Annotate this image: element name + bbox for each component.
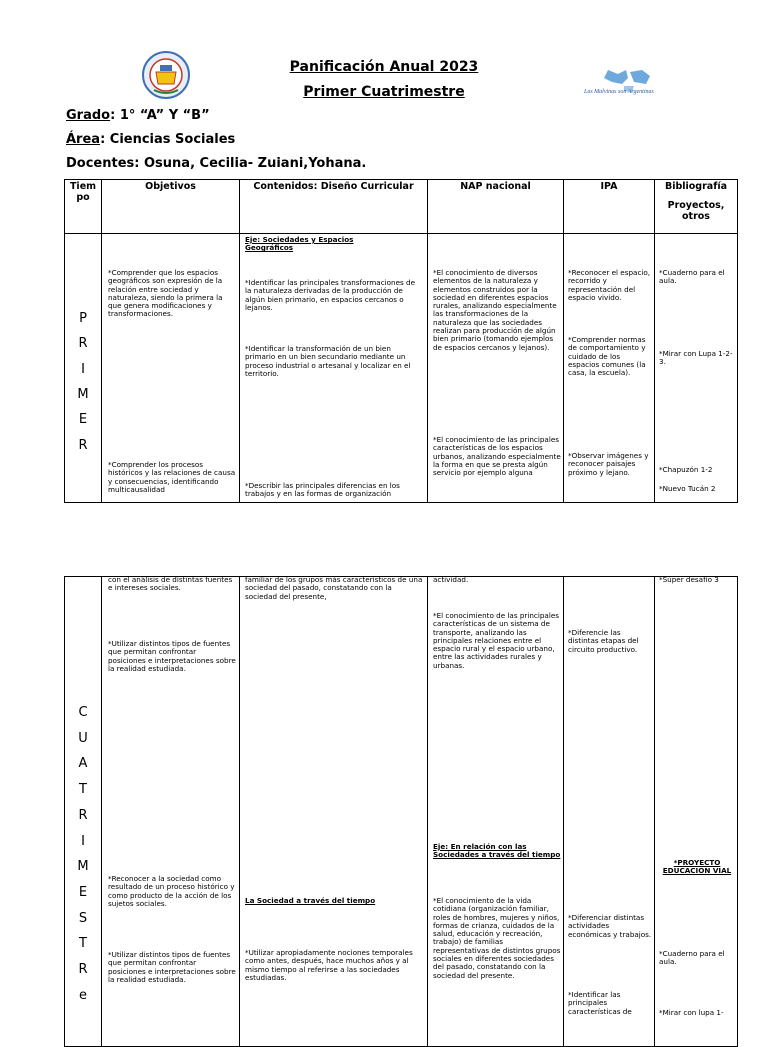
header-proyectos-label: Proyectos, otros bbox=[667, 200, 725, 222]
objetivos-cell bbox=[102, 234, 240, 503]
objetivos-cell bbox=[102, 577, 240, 1047]
area-value: : Ciencias Sociales bbox=[100, 132, 236, 147]
header-bibliografia bbox=[655, 180, 738, 234]
vertical-letter: R bbox=[78, 962, 88, 977]
bibliografia-text: *Mirar con Lupa 1-2-3. bbox=[659, 349, 733, 367]
nap-text: actividad. bbox=[433, 575, 469, 584]
nap-cell bbox=[428, 577, 564, 1047]
vertical-letter: e bbox=[79, 987, 87, 1003]
ipa-cell bbox=[564, 577, 655, 1047]
objetivo-text: *Utilizar distintos tipos de fuentes que permitan confrontar posiciones e interpretaciones sobre la realidad estudiada. bbox=[108, 639, 236, 673]
grado-value: : 1° “A” Y “B” bbox=[110, 108, 210, 123]
objetivo-text: con el análisis de distintas fuentes e intereses sociales. bbox=[108, 575, 233, 593]
bibliografia-cell bbox=[655, 234, 738, 503]
bibliografia-text: *Mirar con lupa 1- bbox=[659, 1008, 724, 1017]
planning-table-page2 bbox=[64, 576, 738, 1047]
ipa-text: *Diferenciar distintas actividades económicas y trabajos. bbox=[568, 913, 652, 939]
nap-text: *El conocimiento de las principales características de los espacios urbanos, analizando especialmente la forma en que se presta algún servicio por ejemplo alguna bbox=[433, 435, 561, 478]
nap-text: *El conocimiento de las principales características de un sistema de transporte, analizando las principales relaciones entre el espacio rural y el espacio urbano, entre las actividades rurales y urbanas. bbox=[433, 611, 559, 670]
header-ipa: IPA bbox=[564, 180, 655, 234]
vertical-letter: A bbox=[78, 756, 88, 772]
page-subtitle: Primer Cuatrimestre bbox=[303, 84, 465, 100]
tiempo-cell-primer bbox=[65, 234, 102, 503]
eje-heading: Eje: Sociedades y Espacios Geográficos bbox=[245, 235, 354, 253]
nap-text: *El conocimiento de la vida cotidiana (organización familiar, roles de hombres, mujeres y niños, formas de crianza, cuidados de la salud, educación y recreación, trabajo) de familias representativas de distintos grupos sociales en diferentes sociedades del pasado, constatando con la sociedad del presente. bbox=[433, 896, 561, 980]
area-line bbox=[66, 132, 235, 147]
vertical-letter: P bbox=[79, 311, 87, 326]
vertical-letter: I bbox=[81, 361, 85, 377]
bibliografia-text: *Nuevo Tucán 2 bbox=[659, 484, 716, 493]
page-title: Panificación Anual 2023 bbox=[289, 59, 479, 75]
contenidos-cell bbox=[240, 577, 428, 1047]
contenido-text: *Identificar la transformación de un bien primario en un bien secundario mediante un proceso industrial o artesanal y localizar en el territorio. bbox=[245, 344, 411, 378]
ipa-text: *Reconocer el espacio, recorrido y representación del espacio vivido. bbox=[568, 268, 651, 302]
ipa-text: *Comprender normas de comportamiento y cuidado de los espacios comunes (la casa, la escuela). bbox=[568, 335, 646, 378]
area-label: Área bbox=[66, 132, 101, 147]
ipa-text: *Identificar las principales características de bbox=[568, 990, 632, 1016]
vertical-letter: M bbox=[77, 386, 89, 402]
ipa-text: *Diferencie las distintas etapas del circuito productivo. bbox=[568, 628, 639, 654]
ipa-text: *Observar imágenes y reconocer paisajes próximo y lejano. bbox=[568, 451, 649, 477]
bibliografia-cell bbox=[655, 577, 738, 1047]
vertical-letter: E bbox=[78, 412, 88, 428]
docentes-line: Docentes: Osuna, Cecilia- Zuiani,Yohana. bbox=[66, 156, 367, 171]
planning-table-page1 bbox=[64, 179, 738, 503]
vertical-letter: C bbox=[78, 705, 88, 720]
tiempo-cell-cuatrimestre bbox=[65, 577, 102, 1047]
contenido-text: *Utilizar apropiadamente nociones temporales como antes, después, hace muchos años y al mismo tiempo al referirse a las sociedades estudiadas. bbox=[245, 948, 413, 982]
grado-label: Grado bbox=[66, 108, 111, 123]
vertical-letter: T bbox=[79, 936, 87, 952]
nap-cell bbox=[428, 234, 564, 503]
eje-heading: Eje: En relación con las Sociedades a través del tiempo bbox=[433, 842, 561, 860]
header-contenidos: Contenidos: Diseño Curricular bbox=[240, 180, 428, 234]
objetivo-text: *Utilizar distintos tipos de fuentes que permitan confrontar posiciones e interpretaciones sobre la realidad estudiada. bbox=[108, 950, 236, 984]
objetivo-text: *Comprender que los espacios geográficos son expresión de la relación entre sociedad y naturaleza, siendo la primera la que genera modificaciones y transformaciones. bbox=[108, 268, 223, 319]
contenidos-cell bbox=[240, 234, 428, 503]
vertical-letter: U bbox=[78, 730, 88, 746]
ipa-cell bbox=[564, 234, 655, 503]
malvinas-logo-text: Las Malvinas son Argentinas bbox=[584, 89, 654, 95]
objetivo-text: *Comprender los procesos históricos y las relaciones de causa y consecuencias, identificando multicausalidad bbox=[108, 460, 236, 494]
vertical-letter: R bbox=[78, 336, 88, 352]
proyecto-educacion-vial: *PROYECTO EDUCACION VIAL bbox=[662, 858, 732, 876]
grado-line bbox=[66, 108, 210, 123]
vertical-letter: T bbox=[79, 782, 87, 798]
objetivo-text: *Reconocer a la sociedad como resultado de un proceso histórico y como producto de la acción de los sujetos sociales. bbox=[108, 874, 235, 908]
bibliografia-text: *Cuaderno para el aula. bbox=[659, 268, 725, 286]
header-objetivos: Objetivos bbox=[102, 180, 240, 234]
sociedad-heading: La Sociedad a través del tiempo bbox=[245, 896, 376, 905]
nap-text: *El conocimiento de diversos elementos de la naturaleza y elementos construidos por la sociedad en diferentes espacios rurales, analizando especialmente las transformaciones de la naturaleza que las sociedades realizan para producción de algún bien primario (tomando ejemplos de espacios cercanos y lejanos). bbox=[433, 268, 557, 352]
bibliografia-text: *Súper desafío 3 bbox=[659, 575, 719, 584]
vertical-letter: R bbox=[78, 437, 88, 453]
vertical-letter: R bbox=[78, 807, 88, 823]
contenido-text: *Identificar las principales transformaciones de la naturaleza derivadas de la producción de algún bien primario, en espacios cercanos o lejanos. bbox=[245, 278, 416, 312]
contenido-text: *Describir las principales diferencias en los trabajos y en las formas de organización bbox=[245, 481, 400, 499]
vertical-letter: I bbox=[81, 833, 85, 849]
bibliografia-text: *Chapuzón 1-2 bbox=[659, 465, 713, 474]
vertical-letter: E bbox=[78, 884, 88, 900]
vertical-letter: S bbox=[78, 910, 88, 926]
bibliografia-text: *Cuaderno para el aula. bbox=[659, 949, 725, 967]
header-tiempo: Tiem po bbox=[65, 180, 102, 234]
header-bibliografia-label: Bibliografía bbox=[664, 181, 728, 192]
header-nap: NAP nacional bbox=[428, 180, 564, 234]
vertical-letter: M bbox=[77, 859, 89, 875]
contenido-text: familiar de los grupos más característicos de una sociedad del pasado, constatando con la sociedad del presente, bbox=[245, 575, 423, 601]
